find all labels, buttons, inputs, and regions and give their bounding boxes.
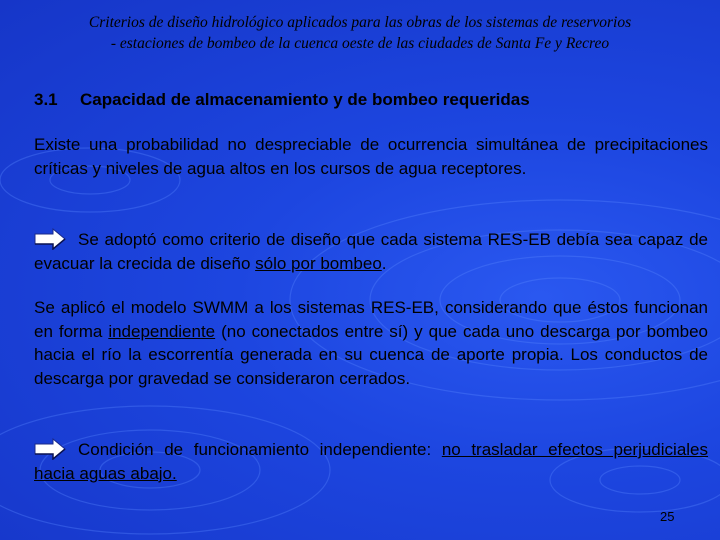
paragraph-3-underlined: independiente: [108, 321, 216, 341]
paragraph-1: Existe una probabilidad no despreciable de ocurrencia simultánea de precipitaciones críticas y niveles de agua altos en los cursos de agua receptores.: [34, 135, 708, 178]
paragraph-2-underlined: sólo por bombeo: [255, 253, 382, 273]
paragraph-3-after: (no conectados entre sí) y que cada uno descarga por bombeo hacia el río la escorrentía generada en su cuenca de aporte propia. Los conductos de descarga por gravedad se consideraron cerrados.: [34, 321, 709, 388]
paragraph-2-text: Se adoptó como criterio de diseño que cada sistema RES-EB debía sea capaz de evacuar la crecida de diseño: [34, 230, 708, 273]
paragraph-4-underlined: no trasladar efectos perjudiciales hacia aguas abajo.: [34, 440, 709, 483]
paragraph-2: [34, 228, 708, 275]
paragraph-4: [34, 438, 708, 485]
section-number: 3.1: [34, 90, 58, 109]
header-line-1: Criterios de diseño hidrológico aplicados para las obras de los sistemas de reservorios: [88, 14, 632, 31]
paragraph-4-text: Condición de funcionamiento independiente:: [78, 440, 442, 459]
section-title-text: Capacidad de almacenamiento y de bombeo requeridas: [80, 90, 530, 109]
header-line-2: - estaciones de bombeo de la cuenca oeste de las ciudades de Santa Fe y Recreo: [110, 35, 610, 52]
page-number: 25: [660, 509, 675, 524]
paragraph-2-end: .: [381, 253, 387, 273]
paragraph-3: [34, 296, 708, 390]
section-title: [34, 90, 530, 110]
paragraph-3-before: Se aplicó el modelo SWMM a los sistemas RES-EB, considerando que éstos funcionan en forma: [34, 298, 708, 341]
slide-header: [0, 12, 720, 54]
